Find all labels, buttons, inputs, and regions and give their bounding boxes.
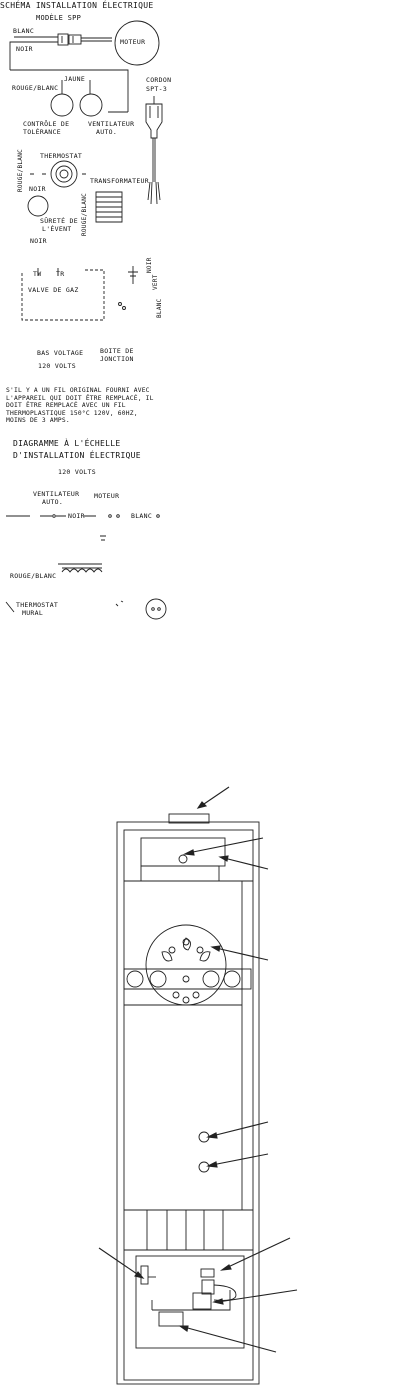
- thermostat-symbol: [51, 161, 77, 187]
- wire-label-blanc: BLANC: [13, 27, 35, 35]
- vent-safety-switch-symbol: [28, 196, 48, 216]
- ladder-rouge-blanc-label: ROUGE/BLANC: [10, 572, 57, 580]
- wire-label-rouge-blanc-vertical: ROUGE/BLANC: [17, 148, 24, 192]
- wire-label-jaune: JAUNE: [64, 75, 86, 83]
- ladder-auto-fan-label-2: AUTO.: [42, 498, 64, 506]
- motor-symbol: [115, 21, 159, 65]
- terminal-tr-label: TR: [56, 270, 65, 278]
- wire-label-vert-vertical: VERT: [152, 274, 159, 290]
- wire-label-rouge-blanc-transformer: ROUGE/BLANC: [81, 192, 88, 236]
- middle-knob-2: [199, 1162, 209, 1172]
- ladder-diagram: [6, 512, 166, 619]
- ladder-blanc-label: BLANC: [131, 512, 153, 520]
- tolerance-control-symbol: [51, 94, 73, 116]
- ladder-noir-label: NOIR: [68, 512, 85, 520]
- vent-safety-label-1: SÛRETÉ DE: [40, 217, 78, 225]
- gas-valve-box: [22, 270, 104, 320]
- ladder-auto-fan-label-1: VENTILATEUR: [33, 490, 80, 498]
- replacement-wire-note: S'IL Y A UN FIL ORIGINAL FOURNI AVEC L'APPAREIL QUI DOIT ÊTRE REMPLACÉ, IL DOIT ÊTRE REMPLACÉ AVEC UN FIL THERMOPLASTIQUE 150°C 120V, 60HZ, MOINS DE 3 AMPS.: [6, 387, 154, 424]
- ladder-wall-thermostat-symbol: [146, 599, 166, 619]
- blower-wheel: [146, 925, 226, 1005]
- junction-box-label-1: BOITE DE: [100, 347, 134, 355]
- thermostat-label: THERMOSTAT: [40, 152, 83, 160]
- power-plug-symbol: [146, 104, 162, 138]
- transformer-label: TRANSFORMATEUR: [90, 177, 149, 185]
- auto-fan-label-1: VENTILATEUR: [88, 120, 135, 128]
- wire-label-noir-low: NOIR: [30, 237, 47, 245]
- ladder-motor-label: MOTEUR: [94, 492, 120, 500]
- cord-label: CORDON: [146, 76, 172, 84]
- model-label: MODÈLE SPP: [36, 14, 82, 22]
- low-voltage-label: BAS VOLTAGE: [37, 349, 84, 357]
- ladder-title-1: DIAGRAMME À L'ÉCHELLE: [13, 439, 121, 448]
- top-control-box: [141, 838, 225, 866]
- tolerance-control-label-2: TOLÉRANCE: [23, 128, 61, 136]
- wiring-schematic: [10, 21, 162, 320]
- auto-fan-switch-symbol: [80, 94, 102, 116]
- junction-box-label-2: JONCTION: [100, 355, 134, 363]
- wiring-diagram-title: SCHÉMA INSTALLATION ÉLECTRIQUE: [0, 1, 154, 10]
- ladder-thermostat-label-1: THERMOSTAT: [16, 601, 59, 609]
- vent-safety-label-2: L'ÉVENT: [42, 225, 72, 233]
- wire-label-blanc-vertical: BLANC: [156, 298, 163, 318]
- motor-label: MOTEUR: [120, 38, 146, 46]
- cord-type-label: SPT-3: [146, 85, 168, 93]
- wire-label-noir: NOIR: [16, 45, 33, 53]
- tolerance-control-label-1: CONTRÔLE DE: [23, 120, 70, 128]
- top-knob: [179, 855, 187, 863]
- ladder-thermostat-label-2: MURAL: [22, 609, 44, 617]
- wire-label-noir-vertical: NOIR: [146, 257, 153, 273]
- wire-label-noir-mid: NOIR: [29, 185, 46, 193]
- ladder-title-2: D'INSTALLATION ÉLECTRIQUE: [13, 451, 141, 460]
- gas-valve-label: VALVE DE GAZ: [28, 286, 79, 294]
- callout-arrows: [99, 787, 297, 1352]
- ladder-voltage-label: 120 VOLTS: [58, 468, 96, 476]
- wire-label-rouge-blanc: ROUGE/BLANC: [12, 84, 59, 92]
- terminal-tw-label: TW: [33, 270, 42, 278]
- auto-fan-label-2: AUTO.: [96, 128, 118, 136]
- voltage-120-label: 120 VOLTS: [38, 362, 76, 370]
